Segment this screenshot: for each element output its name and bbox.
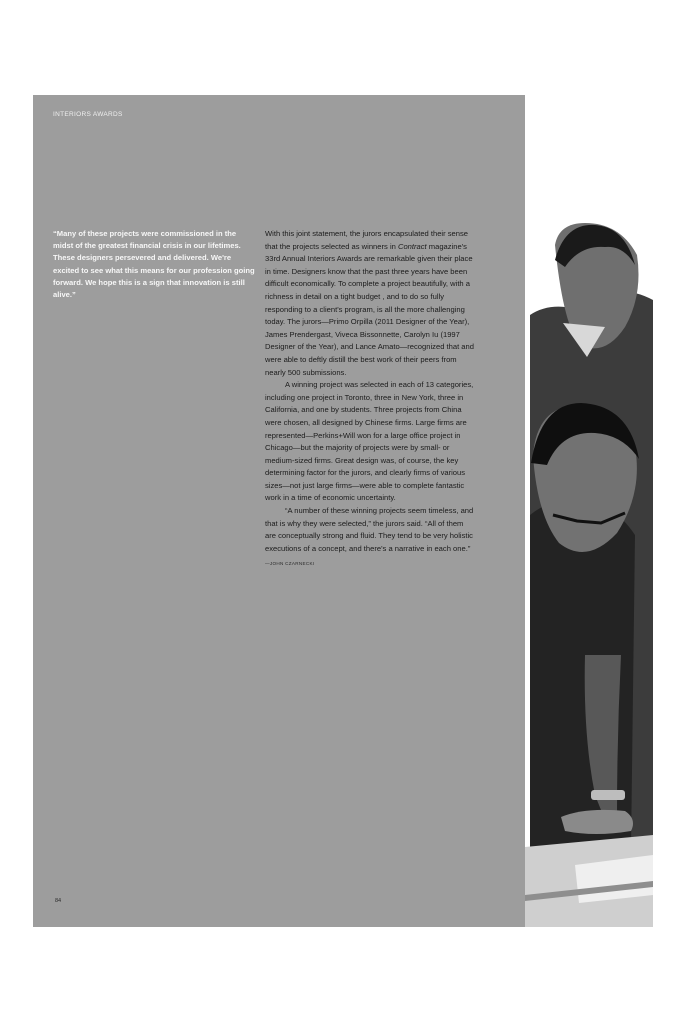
article-paragraph-2: A winning project was selected in each of 13 categories, including one project in Toronto, three in New York, three in California, and one by students. Three projects from China were chosen, all designed by Chinese firms. Large firms are represented—Perkins+Will won for a large office project in Chicago—but the majority of projects were by small- or medium-sized firms. Great design was, of course, the key determining factor for the jurors, and clearly firms of various sizes—not just large firms—were able to complete fantastic work in a time of economic uncertainty. <box>265 380 474 503</box>
section-label: INTERIORS AWARDS <box>53 111 123 118</box>
article-paragraph-3: “A number of these winning projects seem timeless, and that is why they were selected,” the jurors said. “All of them are conceptually strong and fluid. They tend to be very holistic executions of a concept, and there's a narrative in each one.” <box>265 506 474 553</box>
article-paragraph-1 <box>265 228 475 379</box>
jurors-photo <box>525 95 653 927</box>
page-number: 84 <box>55 898 62 904</box>
pull-quote: “Many of these projects were commissioned in the midst of the greatest financial crisis in our lifetimes. These designers persevered and delivered. We're excited to see what this means for our profession going forward. We hope this is a sign that innovation is still alive.” <box>53 229 255 300</box>
author-credit: —JOHN CZARNECKI <box>265 561 315 567</box>
paragraph-1-lead: With this joint statement, the jurors encapsulated their sense that the projects selected as winners in <box>265 229 469 251</box>
jurors-photo-image <box>525 95 653 927</box>
paragraph-1-rest: magazine's 33rd Annual Interiors Awards are remarkable given their place in time. Designers know that the past three years have been difficult economically. To complete a project beautifully, with a richness in detail on a tight budget , and to do so fully responding to a client's program, is all the more challenging today. The jurors—Primo Orpilla (2011 Designer of the Year), James Prendergast, Viveca Bissonnette, Carolyn Iu (1997 Designer of the Year), and Lance Amato—recognized that and were able to deftly distill the best work of their peers from nearly 500 submissions. <box>265 241 474 377</box>
magazine-name: Contract <box>397 241 427 251</box>
article-body <box>265 228 475 571</box>
article-page <box>33 95 525 927</box>
